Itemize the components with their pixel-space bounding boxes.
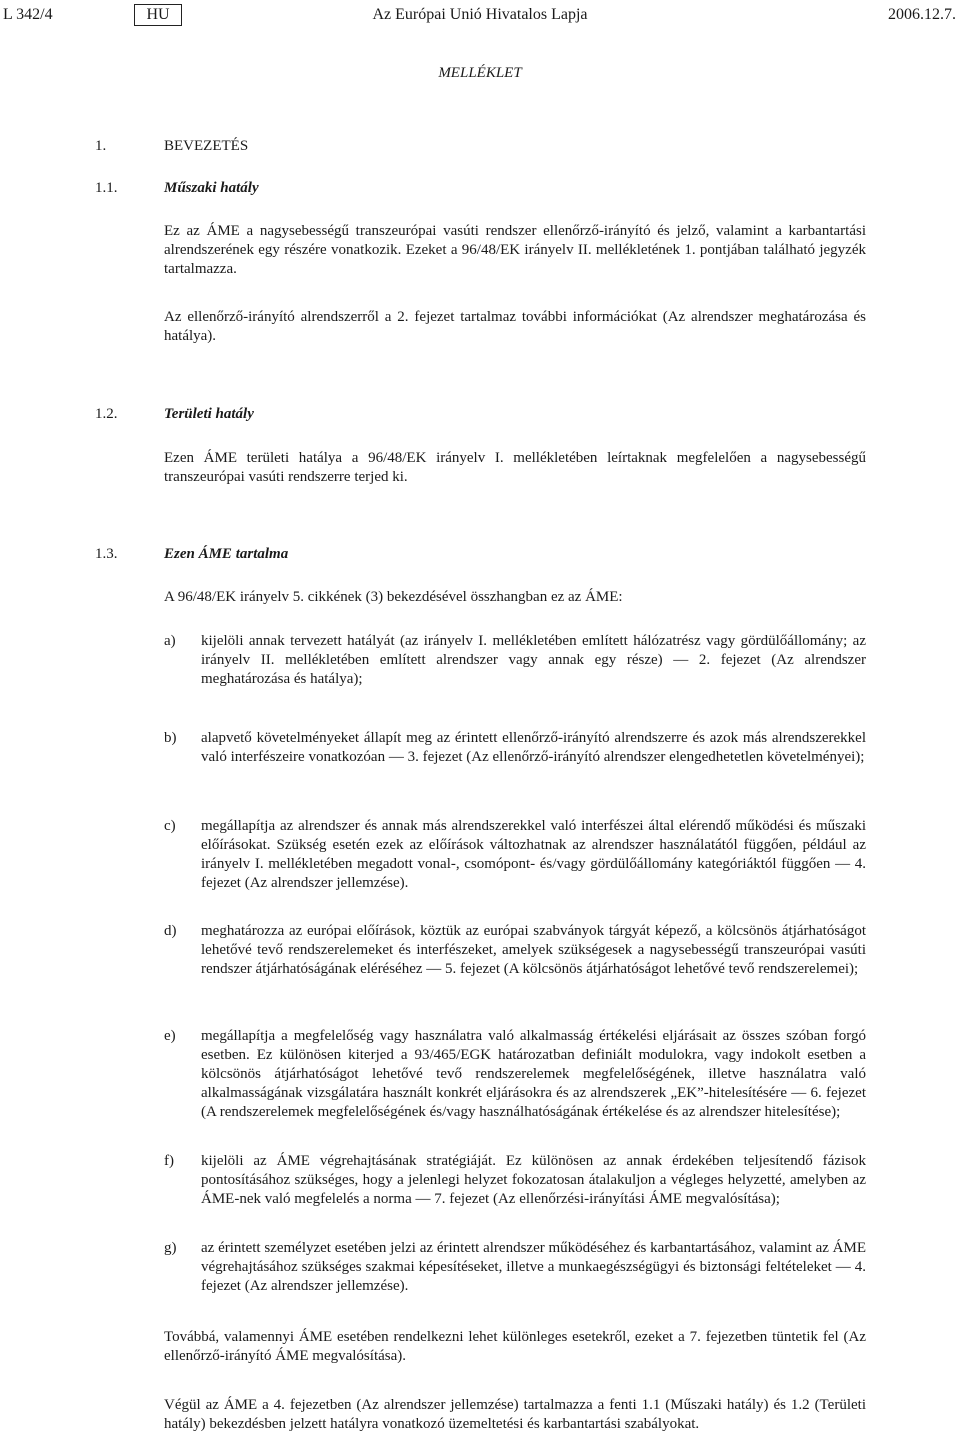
section-1-3-number: 1.3. bbox=[95, 546, 118, 562]
page-header bbox=[0, 0, 960, 34]
list-item-b-text: alapvető követelményeket állapít meg az érintett ellenőrző-irányító alrendszerre és azok más alrendszerekkel való interfészeire vonatkozóan — 3. fejezet (Az ellenőrző-irányító alrendszer elengedhetetlen követelményei); bbox=[201, 730, 866, 765]
section-1-3-intro: A 96/48/EK irányelv 5. cikkének (3) bekezdésével összhangban ez az ÁME: bbox=[164, 589, 623, 605]
list-item-d-label: d) bbox=[164, 923, 177, 939]
journal-title: Az Európai Unió Hivatalos Lapja bbox=[372, 6, 588, 23]
section-1-title: BEVEZETÉS bbox=[164, 138, 249, 154]
page-reference: L 342/4 bbox=[3, 6, 53, 23]
section-1-3-paragraph-special-cases: Továbbá, valamennyi ÁME esetében rendelkezni lehet különleges esetekről, ezeket a 7. fejezetben tüntetik fel (Az ellenőrző-irányító ÁME megvalósítása). bbox=[164, 1329, 866, 1364]
publication-date: 2006.12.7. bbox=[888, 6, 956, 23]
list-item-c-label: c) bbox=[164, 818, 176, 834]
section-1-2-paragraph: Ezen ÁME területi hatálya a 96/48/EK irányelv I. mellékletében leírtaknak megfelelően a nagysebességű transzeurópai vasúti rendszerre terjed ki. bbox=[164, 450, 866, 485]
list-item-g-label: g) bbox=[164, 1240, 177, 1256]
section-1-2-title: Területi hatály bbox=[164, 406, 254, 422]
section-1-number: 1. bbox=[95, 138, 107, 154]
section-1-1-number: 1.1. bbox=[95, 180, 118, 196]
list-item-d-text: meghatározza az európai előírások, köztük az európai szabványok tárgyát képező, a kölcsönös átjárhatóságot lehetővé tevő rendszerelemeket és interfészeket, amelyek szükségesek a nagysebességű transzeurópai vasúti rendszer átjárhatóságának eléréséhez — 5. fejezet (A kölcsönös átjárhatóságot lehetővé tevő rendszerelemei); bbox=[201, 923, 866, 977]
section-1-3-title: Ezen ÁME tartalma bbox=[164, 546, 289, 562]
section-1-1-title: Műszaki hatály bbox=[164, 180, 259, 196]
section-1-1-paragraph-1: Ez az ÁME a nagysebességű transzeurópai vasúti rendszer ellenőrző-irányító és jelző, valamint a karbantartási alrendszerének egy részére vonatkozik. Ezeket a 96/48/EK irányelv II. mellékletének 1. pontjában található jegyzék tartalmazza. bbox=[164, 223, 866, 277]
language-badge: HU bbox=[134, 4, 182, 26]
list-item-a-text: kijelöli annak tervezett hatályát (az irányelv I. mellékletében említett hálózatrész vagy gördülőállomány; az irányelv II. mellékletében említett alrendszer vagy annak egy része) — 2. fejezet (Az alrendszer meghatározása és hatálya); bbox=[201, 633, 866, 687]
annex-title: MELLÉKLET bbox=[438, 65, 522, 81]
list-item-f-label: f) bbox=[164, 1153, 174, 1169]
list-item-f-text: kijelöli az ÁME végrehajtásának stratégiáját. Ez különösen az annak érdekében teljesítendő fázisok pontosításához szükséges, hogy a jelenlegi helyzet fokozatosan átalakuljon a végleges helyzetté, amelyben az ÁME-nek való megfelelés a norma — 7. fejezet (Az ellenőrzési-irányítási ÁME megvalósítása); bbox=[201, 1153, 866, 1207]
section-1-2-number: 1.2. bbox=[95, 406, 118, 422]
list-item-g-text: az érintett személyzet esetében jelzi az érintett alrendszer működéséhez és karbantartásához, valamint az ÁME végrehajtásához szükséges szakmai képesítéseket, illetve a munkaegészségügyi és biztonsági feltételeket — 4. fejezet (Az alrendszer jellemzése). bbox=[201, 1240, 866, 1294]
section-1-3-paragraph-final: Végül az ÁME a 4. fejezetben (Az alrendszer jellemzése) tartalmazza a fenti 1.1 (Műszaki hatály) és 1.2 (Területi hatály) bekezdésben jelzett hatályra vonatkozó üzemeltetési és karbantartási szabályokat. bbox=[164, 1397, 866, 1432]
list-item-b-label: b) bbox=[164, 730, 177, 746]
section-1-1-paragraph-2: Az ellenőrző-irányító alrendszerről a 2. fejezet tartalmaz további információkat (Az alrendszer meghatározása és hatálya). bbox=[164, 309, 866, 344]
list-item-e-text: megállapítja a megfelelőség vagy használatra való alkalmasság értékelési eljárásait az összes szóban forgó esetben. Ez különösen kiterjed a 93/465/EGK határozatban definiált modulokra, vagy indokolt esetben a kölcsönös átjárhatóságot lehetővé tevő rendszerelemek megfelelőségének, illetve használatra való alkalmasságának vizsgálatára használt konkrét eljárásokra és az alrendszerek „EK”-hitelesítésére — 6. fejezet (A rendszerelemek megfelelőségének és/vagy használhatóságának értékelése és az alrendszer hitelesítése); bbox=[201, 1028, 866, 1120]
list-item-e-label: e) bbox=[164, 1028, 176, 1044]
list-item-a-label: a) bbox=[164, 633, 176, 649]
list-item-c-text: megállapítja az alrendszer és annak más alrendszerekkel való interfészei által elérendő működési és műszaki előírásokat. Szükség esetén ezek az előírások változhatnak az alrendszer használatától függően, például az irányelv I. mellékletében megadott vonal-, csomópont- és/vagy gördülőállomány kategóriáktól függően — 4. fejezet (Az alrendszer jellemzése). bbox=[201, 818, 866, 891]
